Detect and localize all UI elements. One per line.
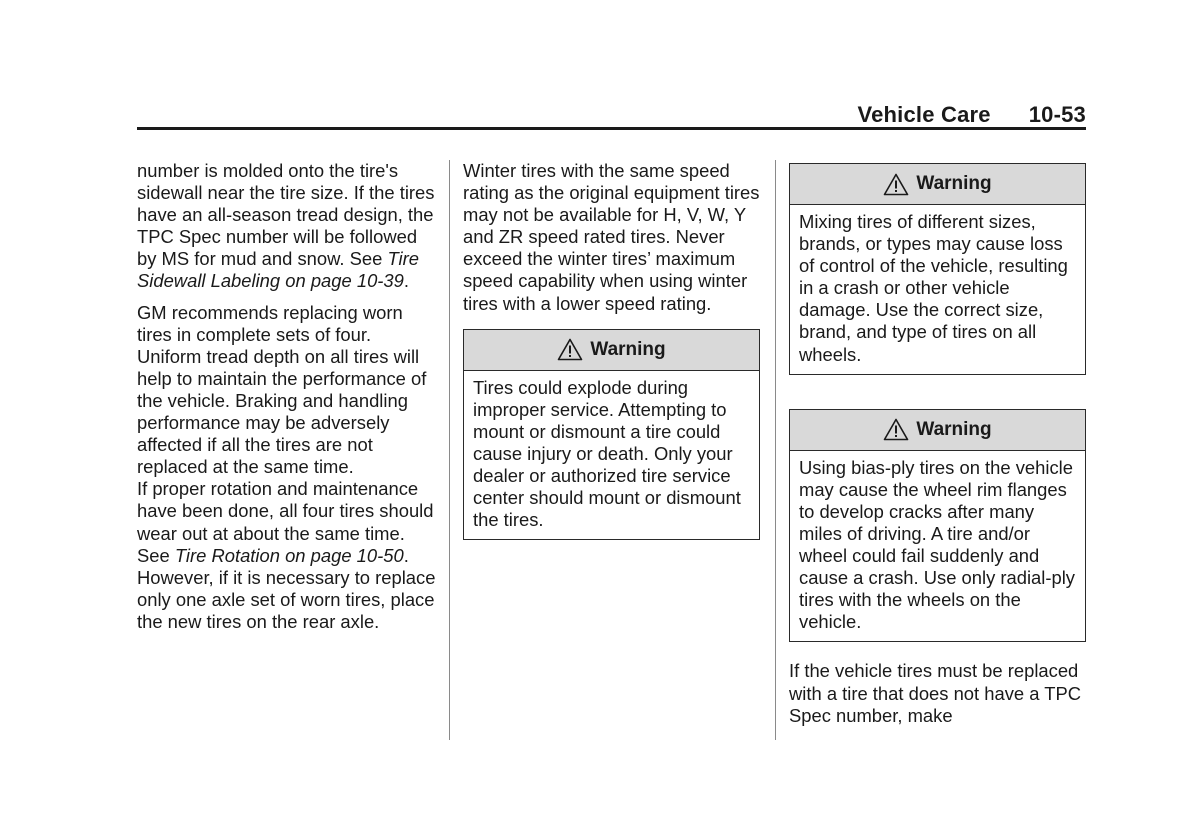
cross-reference-link[interactable]: Tire Rotation on page 10-50 — [174, 544, 404, 566]
warning-header — [790, 164, 1085, 205]
warning-header — [464, 330, 759, 371]
paragraph-replace-sets: GM recommends replacing worn tires in complete sets of four. Uniform tread depth on all tires will help to maintain the performance of the vehicle. Braking and handling performance may be adversely affected if all the tires are not replaced at the same time. If proper rotation and maintenance have been done, all four tires should wear out at about the same time. See Tire Rotation on page 10-50. However, if it is necessary to replace only one axle set of worn tires, place the new tires on the rear axle. — [137, 301, 436, 632]
column-2 — [463, 160, 761, 540]
warning-title: Warning — [916, 172, 992, 194]
warning-body: Using bias-ply tires on the vehicle may cause the wheel rim flanges to develop cracks after many miles of driving. A tire and/or wheel could fail suddenly and cause a crash. Use only radial-ply tires with the wheels on the vehicle. — [799, 456, 1075, 633]
paragraph-tpc-replace: If the vehicle tires must be replaced with a tire that does not have a TPC Spec number, make — [789, 660, 1082, 726]
warning-box — [789, 409, 1086, 643]
warning-title: Warning — [590, 338, 666, 360]
page-header — [137, 100, 1086, 130]
warning-header — [790, 410, 1085, 451]
column-divider-2 — [775, 160, 776, 740]
column-1 — [137, 160, 437, 642]
warning-body: Mixing tires of different sizes, brands, or types may cause loss of control of the vehicle, resulting in a crash or other vehicle damage. Use the correct size, brand, and type of tires on all wheels. — [799, 211, 1068, 365]
column-divider-1 — [449, 160, 450, 740]
column-3 — [789, 160, 1089, 736]
paragraph-winter-tires: Winter tires with the same speed rating as the original equipment tires may not be available for H, V, W, Y and ZR speed rated tires. Never exceed the winter tires’ maximum speed capability when using winter tires with a lower speed rating. — [463, 160, 760, 314]
header-rule — [137, 127, 1086, 130]
warning-title: Warning — [916, 418, 992, 440]
cross-reference-link[interactable]: Tire Sidewall Labeling on page 10-39 — [137, 248, 419, 292]
section-title: Vehicle Care — [857, 102, 991, 127]
warning-box — [463, 329, 760, 541]
warning-box — [789, 163, 1086, 375]
warning-triangle-icon — [557, 338, 583, 361]
paragraph-tpc-spec: number is molded onto the tire's sidewall near the tire size. If the tires have an all-season tread design, the TPC Spec number will be followed by MS for mud and snow. See Tire Sidewall Labeling on page 10-39. — [137, 160, 435, 292]
page-number: 10-53 — [1028, 102, 1086, 127]
warning-triangle-icon — [883, 418, 909, 441]
warning-triangle-icon — [883, 173, 909, 196]
header-right — [857, 102, 1086, 128]
warning-body: Tires could explode during improper service. Attempting to mount or dismount a tire could cause injury or death. Only your dealer or authorized tire service center should mount or dismount the tires. — [473, 376, 741, 531]
